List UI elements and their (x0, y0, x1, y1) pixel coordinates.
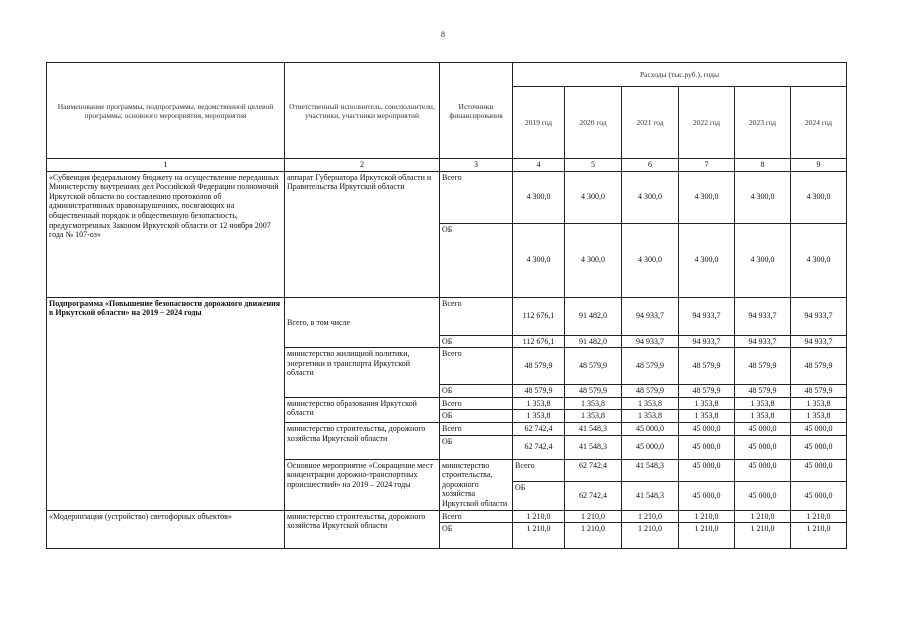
value-cell: 4 300,0 (565, 171, 622, 223)
table-row (47, 510, 847, 523)
header-year: 2024 год (791, 87, 847, 159)
source-cell: ОБ (513, 482, 565, 510)
value-cell: 1 210,0 (622, 523, 679, 549)
column-number: 2 (285, 159, 440, 172)
row-traffic-lights-name: «Модернизация (устройство) светофорных объектов» (47, 510, 285, 549)
column-number: 5 (565, 159, 622, 172)
value-cell: 94 933,7 (622, 297, 679, 335)
source-cell: Всего (440, 297, 513, 335)
value-cell: 48 579,9 (622, 348, 679, 385)
value-cell: 45 000,0 (791, 422, 847, 435)
value-cell: 45 000,0 (622, 422, 679, 435)
value-cell: 45 000,0 (622, 435, 679, 459)
row-subprogram-name: Подпрограмма «Повышение безопасности дорожного движения в Иркутской области» на 2019 – 2024 годы (47, 297, 285, 510)
value-cell: 45 000,0 (791, 482, 847, 510)
value-cell: 4 300,0 (513, 223, 565, 297)
column-number: 1 (47, 159, 285, 172)
header-executor: Ответственный исполнитель, соисполнители, участники, участники мероприятий (285, 63, 440, 159)
page-number: 8 (441, 30, 445, 39)
value-cell: 1 353,8 (791, 397, 847, 410)
source-cell: ОБ (440, 523, 513, 549)
column-number: 7 (679, 159, 735, 172)
value-cell: 112 676,1 (513, 297, 565, 335)
header-year: 2020 год (565, 87, 622, 159)
row-subprogram-executor: Всего, в том числе (285, 297, 440, 348)
column-number: 6 (622, 159, 679, 172)
budget-table (46, 62, 847, 549)
value-cell: 94 933,7 (622, 335, 679, 348)
value-cell: 45 000,0 (679, 482, 735, 510)
value-cell: 41 548,3 (622, 482, 679, 510)
value-cell: 1 210,0 (791, 510, 847, 523)
value-cell: 4 300,0 (791, 171, 847, 223)
value-cell: 1 210,0 (565, 510, 622, 523)
value-cell: 41 548,3 (622, 459, 679, 482)
value-cell: 62 742,4 (513, 435, 565, 459)
value-cell: 4 300,0 (513, 171, 565, 223)
source-cell: Всего (513, 459, 565, 482)
value-cell: 48 579,9 (679, 385, 735, 398)
value-cell: 62 742,4 (565, 459, 622, 482)
source-cell: Всего (440, 397, 513, 410)
value-cell: 45 000,0 (735, 482, 791, 510)
value-cell: 45 000,0 (735, 459, 791, 482)
value-cell: 1 353,8 (565, 397, 622, 410)
value-cell: 94 933,7 (679, 297, 735, 335)
column-number: 4 (513, 159, 565, 172)
header-year: 2022 год (679, 87, 735, 159)
value-cell: 45 000,0 (791, 435, 847, 459)
value-cell: 94 933,7 (735, 335, 791, 348)
value-cell: 48 579,9 (622, 385, 679, 398)
value-cell: 1 210,0 (565, 523, 622, 549)
value-cell: 91 482,0 (565, 297, 622, 335)
value-cell: 112 676,1 (513, 335, 565, 348)
header-expenses: Расходы (тыс.руб.), годы (513, 63, 847, 87)
header-name: Наименование программы, подпрограммы, ведомственной целевой программы, основного мероприятия, мероприятия (47, 63, 285, 159)
column-number: 3 (440, 159, 513, 172)
value-cell: 45 000,0 (679, 459, 735, 482)
value-cell: 1 353,8 (513, 410, 565, 423)
value-cell: 1 210,0 (622, 510, 679, 523)
value-cell: 62 742,4 (565, 482, 622, 510)
source-cell: ОБ (440, 335, 513, 348)
value-cell: 4 300,0 (622, 223, 679, 297)
source-cell: Всего (440, 348, 513, 385)
column-number: 8 (735, 159, 791, 172)
value-cell: 48 579,9 (513, 348, 565, 385)
value-cell: 1 210,0 (679, 510, 735, 523)
value-cell: 1 353,8 (679, 397, 735, 410)
value-cell: 1 353,8 (735, 410, 791, 423)
table-row (47, 297, 847, 335)
value-cell: 4 300,0 (565, 223, 622, 297)
row-traffic-lights-executor: министерство строительства, дорожного хозяйства Иркутской области (285, 510, 440, 549)
value-cell: 62 742,4 (513, 422, 565, 435)
value-cell: 1 353,8 (622, 410, 679, 423)
value-cell: 48 579,9 (679, 348, 735, 385)
value-cell: 48 579,9 (735, 348, 791, 385)
value-cell: 4 300,0 (735, 223, 791, 297)
value-cell: 1 353,8 (565, 410, 622, 423)
row-subsidy-name: «Субвенция федеральному бюджету на осуществление переданных Министерству внутренних дел Российской Федерации полномочий Иркутской области по составлению протоколов об административных правонарушениях, посягающих на общественный порядок и общественную безопасность, предусмотренных Законом Иркутской области от 12 ноября 2007 года № 107-оз» (47, 171, 285, 297)
source-cell: Всего (440, 171, 513, 223)
value-cell: 1 210,0 (513, 510, 565, 523)
value-cell: 4 300,0 (735, 171, 791, 223)
source-cell: ОБ (440, 435, 513, 459)
value-cell: 41 548,3 (565, 422, 622, 435)
value-cell: 45 000,0 (735, 422, 791, 435)
source-cell: ОБ (440, 410, 513, 423)
header-year: 2023 год (735, 87, 791, 159)
value-cell: 41 548,3 (565, 435, 622, 459)
value-cell: 48 579,9 (735, 385, 791, 398)
row-main-event-name: Основное мероприятие «Сокращение мест концентрации дорожно-транспортных происшествий» на 2019 – 2024 годы (285, 459, 440, 510)
value-cell: 48 579,9 (513, 385, 565, 398)
value-cell: 4 300,0 (679, 223, 735, 297)
value-cell: 94 933,7 (791, 297, 847, 335)
header-year: 2021 год (622, 87, 679, 159)
value-cell: 48 579,9 (791, 385, 847, 398)
source-cell: Всего (440, 422, 513, 435)
value-cell: 1 353,8 (513, 397, 565, 410)
value-cell: 4 300,0 (622, 171, 679, 223)
column-number: 9 (791, 159, 847, 172)
value-cell: 4 300,0 (791, 223, 847, 297)
header-source: Источники финансирования (440, 63, 513, 159)
row-education-executor: министерство образования Иркутской области (285, 397, 440, 422)
source-cell: ОБ (440, 385, 513, 398)
row-energy-executor: министерство жилищной политики, энергетики и транспорта Иркутской области (285, 348, 440, 398)
row-construction-executor: министерство строительства, дорожного хозяйства Иркутской области (285, 422, 440, 459)
table-row (47, 171, 847, 223)
value-cell: 94 933,7 (679, 335, 735, 348)
value-cell: 1 210,0 (735, 510, 791, 523)
value-cell: 1 353,8 (679, 410, 735, 423)
value-cell: 94 933,7 (791, 335, 847, 348)
value-cell: 48 579,9 (565, 385, 622, 398)
value-cell: 1 210,0 (679, 523, 735, 549)
header-year: 2019 год (513, 87, 565, 159)
row-main-event-executor: министерство строительства, дорожного хозяйства Иркутской области (440, 459, 513, 510)
value-cell: 45 000,0 (679, 422, 735, 435)
value-cell: 4 300,0 (679, 171, 735, 223)
value-cell: 1 210,0 (735, 523, 791, 549)
value-cell: 91 482,0 (565, 335, 622, 348)
value-cell: 45 000,0 (791, 459, 847, 482)
value-cell: 48 579,9 (791, 348, 847, 385)
source-cell: Всего (440, 510, 513, 523)
value-cell: 1 353,8 (735, 397, 791, 410)
source-cell: ОБ (440, 223, 513, 297)
value-cell: 45 000,0 (735, 435, 791, 459)
value-cell: 1 353,8 (791, 410, 847, 423)
value-cell: 94 933,7 (735, 297, 791, 335)
value-cell: 45 000,0 (679, 435, 735, 459)
row-subsidy-executor: аппарат Губернатора Иркутской области и Правительства Иркутской области (285, 171, 440, 297)
value-cell: 1 210,0 (791, 523, 847, 549)
value-cell: 1 210,0 (513, 523, 565, 549)
value-cell: 48 579,9 (565, 348, 622, 385)
value-cell: 1 353,8 (622, 397, 679, 410)
